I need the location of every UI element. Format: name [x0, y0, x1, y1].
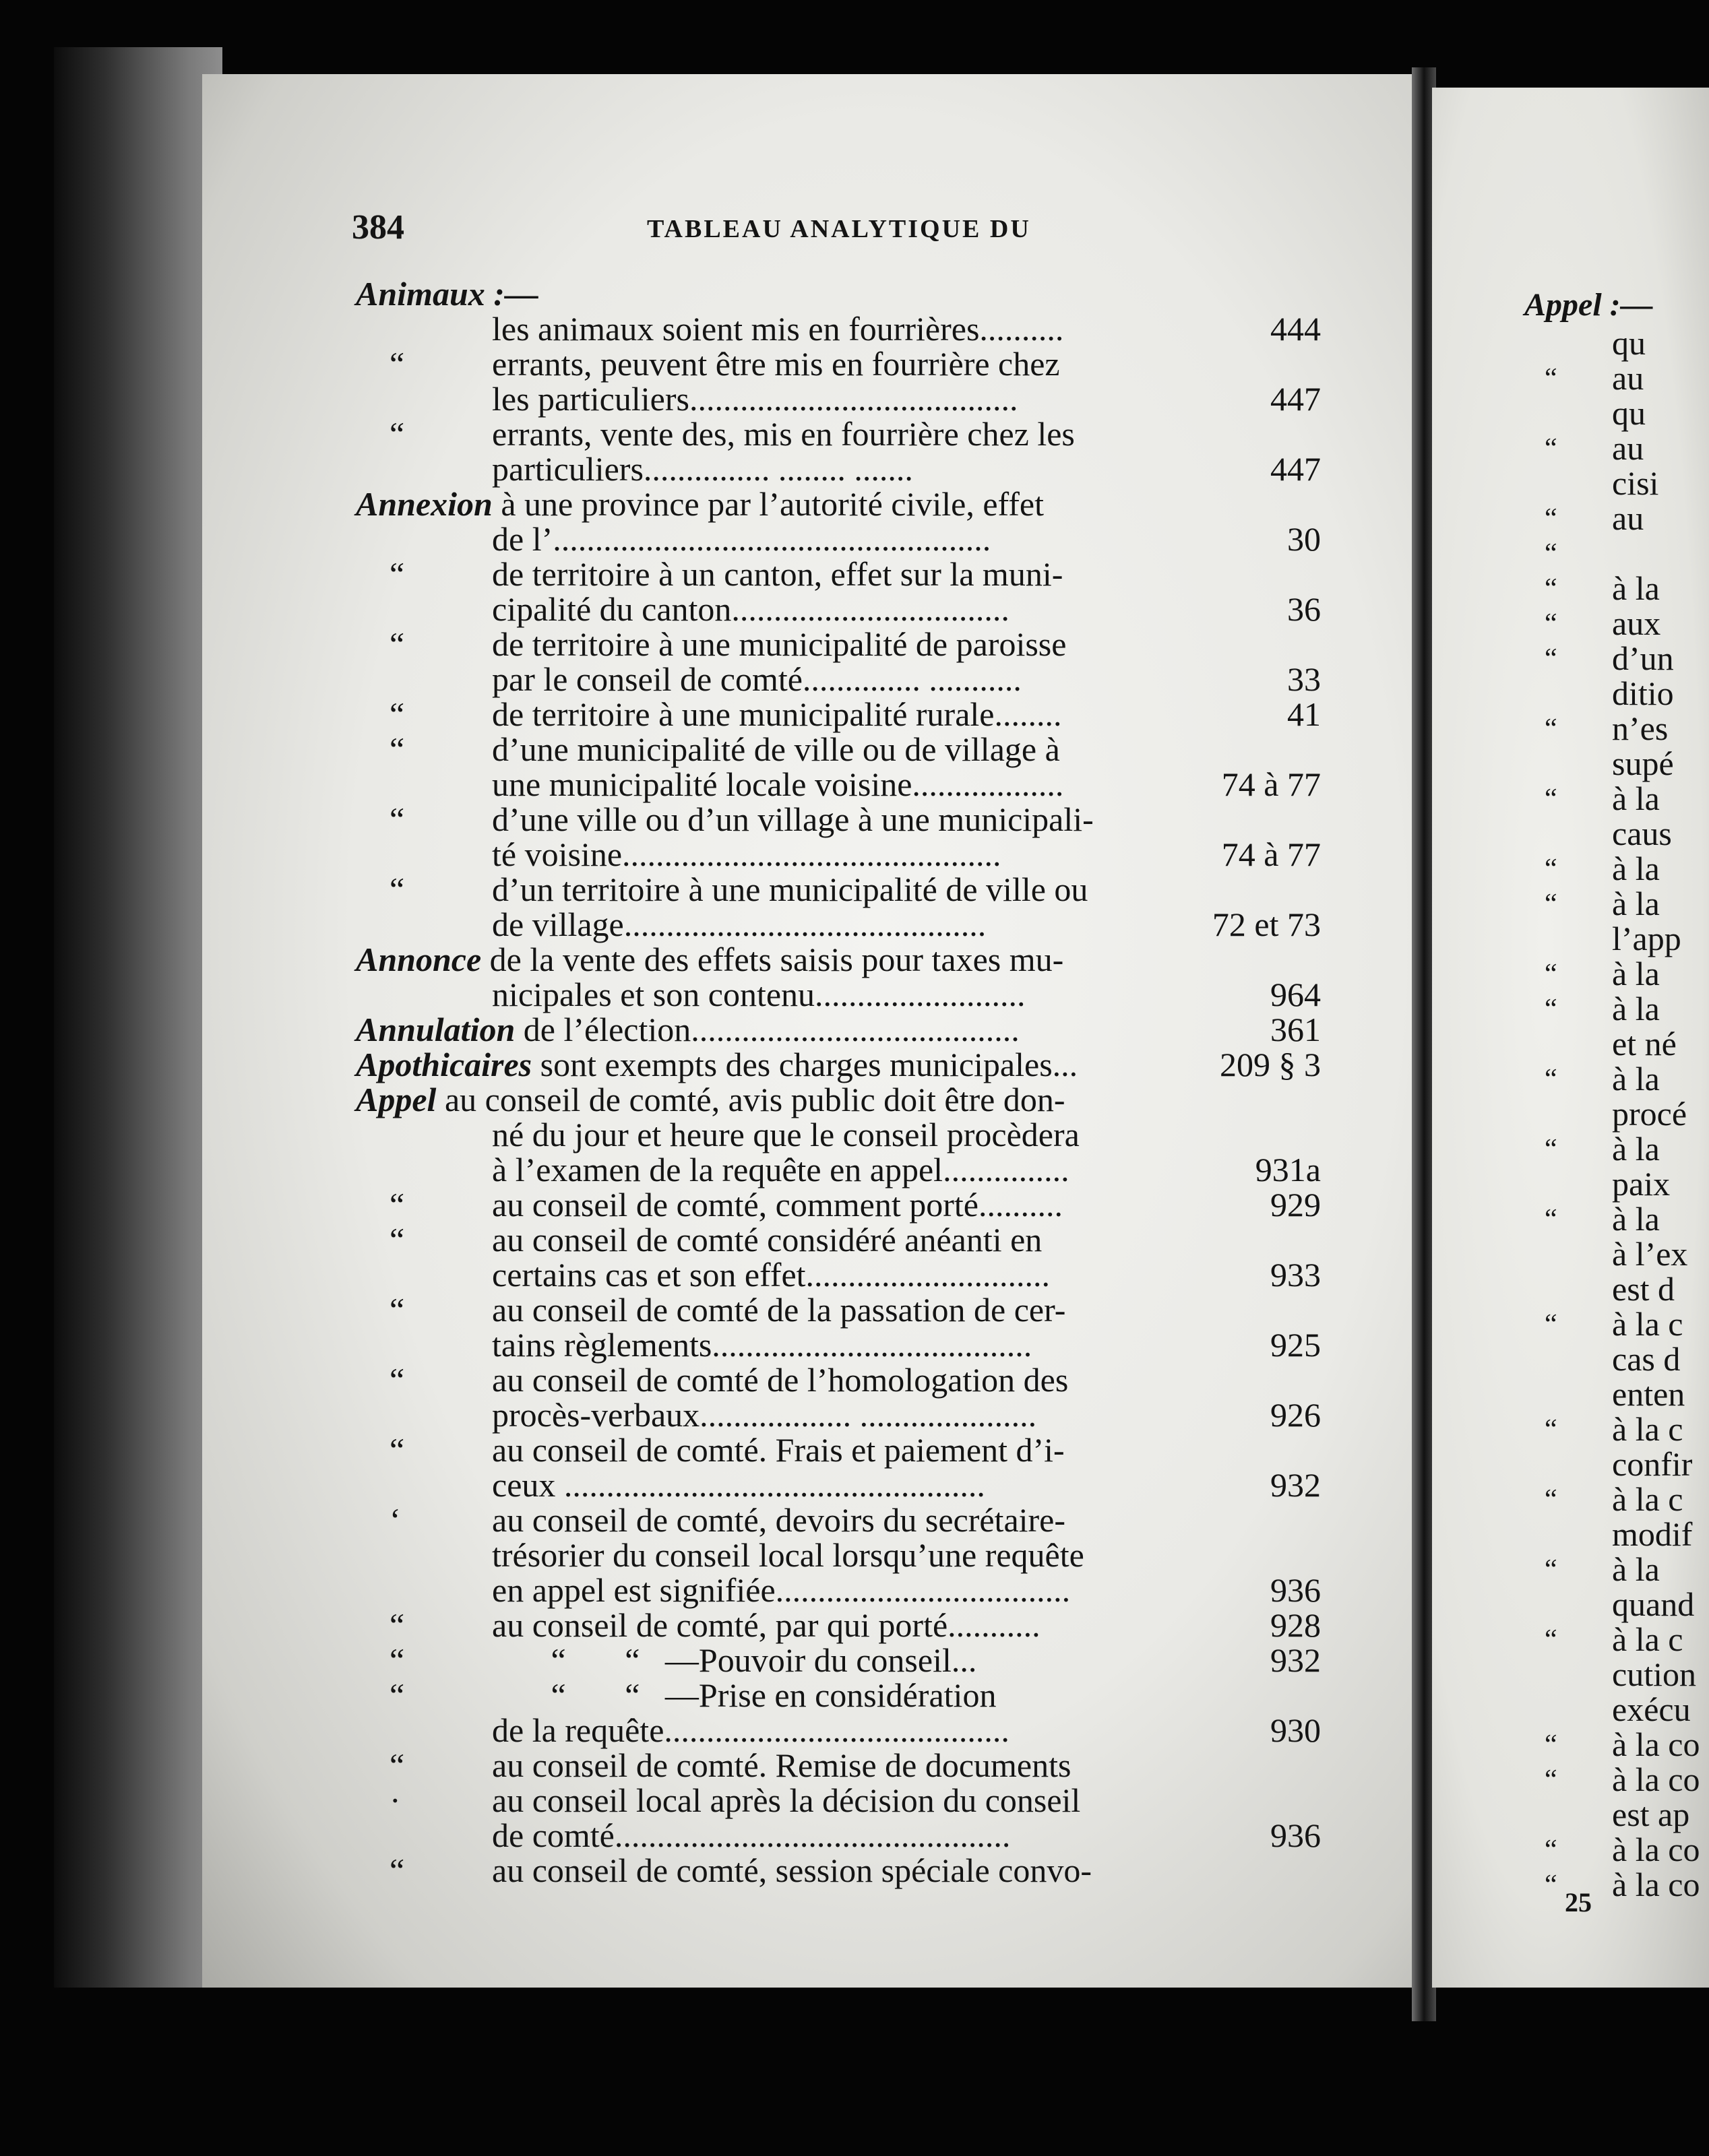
ditto-mark: ‘	[390, 1501, 401, 1539]
ditto-mark: “	[1545, 959, 1557, 990]
article-reference: 36	[1287, 590, 1321, 628]
right-entry-text: est ap	[1612, 1796, 1690, 1833]
entry-text: sont exempts des charges municipales...	[532, 1046, 1078, 1083]
entry-text: de l’élection.......................................	[515, 1011, 1020, 1048]
index-line	[0, 1362, 1483, 1397]
index-line	[0, 767, 1483, 802]
index-line	[0, 346, 1483, 381]
index-line	[0, 1047, 1483, 1082]
right-entry-text: paix	[1612, 1165, 1671, 1203]
index-line	[0, 451, 1483, 486]
right-entry-text: à la c	[1612, 1620, 1683, 1658]
ditto-mark: “	[1545, 608, 1557, 639]
index-line	[0, 1643, 1483, 1678]
index-line	[0, 1573, 1483, 1608]
article-reference: 929	[1270, 1186, 1321, 1224]
right-entry-text: à l’ex	[1612, 1235, 1688, 1273]
ditto-mark: “	[1545, 889, 1557, 920]
index-line	[0, 697, 1483, 732]
right-entry-text: aux	[1612, 604, 1661, 642]
right-entry-text: à la co	[1612, 1866, 1700, 1903]
article-reference: 936	[1270, 1571, 1321, 1609]
index-line	[0, 1117, 1483, 1152]
ditto-mark: “	[1545, 1484, 1557, 1515]
right-entry-text: à la co	[1612, 1831, 1700, 1868]
index-line	[0, 942, 1483, 977]
ditto-mark: “	[1545, 994, 1557, 1025]
running-head: TABLEAU ANALYTIQUE DU	[647, 215, 1031, 243]
entry-text: à l’examen de la requête en appel...............	[492, 1151, 1069, 1188]
right-entry-text: supé	[1612, 744, 1674, 782]
entry-text: au conseil de comté, session spéciale convo-	[492, 1851, 1092, 1889]
ditto-mark: “	[1545, 1414, 1557, 1445]
ditto-mark: “	[1545, 363, 1557, 394]
entry-keyword: Annexion	[356, 485, 493, 523]
index-line	[0, 662, 1483, 697]
entry-keyword: Apothicaires	[356, 1046, 532, 1083]
entry-text: né du jour et heure que le conseil procèdera	[492, 1116, 1080, 1153]
ditto-mark: “	[390, 1431, 405, 1469]
entry-text: de la vente des effets saisis pour taxes mu-	[481, 941, 1064, 978]
index-line	[0, 1152, 1483, 1187]
article-reference: 447	[1270, 450, 1321, 488]
ditto-mark: ·	[390, 1781, 401, 1819]
index-line	[0, 1678, 1483, 1713]
ditto-mark: “	[1545, 538, 1557, 569]
ditto-mark: “	[390, 555, 405, 593]
right-entry-text: qu	[1612, 324, 1646, 362]
entry-keyword: Annulation	[356, 1011, 516, 1048]
entry-text: tains règlements......................................	[492, 1326, 1032, 1364]
ditto-mark: “	[390, 1641, 405, 1679]
index-line	[0, 1537, 1483, 1573]
entry-text: d’un territoire à une municipalité de ville ou	[492, 870, 1088, 908]
entry-text: à une province par l’autorité civile, effet	[492, 485, 1044, 523]
right-entry-text: à la	[1612, 990, 1660, 1027]
right-entry-text: cution	[1612, 1655, 1696, 1693]
ditto-mark: “	[390, 1746, 405, 1784]
ditto-mark: “	[1545, 1064, 1557, 1095]
ditto-mark: “	[1545, 573, 1557, 604]
article-reference: 74 à 77	[1221, 835, 1321, 873]
article-reference: 72 et 73	[1212, 906, 1321, 943]
ditto-mark: “	[390, 415, 405, 453]
index-line	[0, 1012, 1483, 1047]
index-line	[0, 837, 1483, 872]
ditto-mark: “	[1545, 714, 1557, 744]
right-entry-text: à la	[1612, 885, 1660, 922]
index-line	[0, 1713, 1483, 1748]
index-line	[0, 381, 1483, 416]
ditto-mark: “	[390, 1676, 405, 1714]
article-reference: 933	[1270, 1256, 1321, 1294]
article-reference: 932	[1270, 1641, 1321, 1679]
index-line	[0, 1467, 1483, 1502]
entry-text: de territoire à une municipalité rurale........	[492, 695, 1062, 733]
index-line	[0, 732, 1483, 767]
right-entry-text: à la co	[1612, 1725, 1700, 1763]
index-line	[0, 416, 1483, 451]
right-entry-text: cisi	[1612, 464, 1659, 502]
index-line	[0, 627, 1483, 662]
ditto-mark: “	[1545, 1309, 1557, 1340]
right-entry-text: à la c	[1612, 1480, 1683, 1518]
right-entry-text: l’app	[1612, 920, 1681, 957]
right-entry-text: à la	[1612, 1130, 1660, 1168]
ditto-mark: “	[390, 695, 405, 733]
entry-text: de comté...............................................	[492, 1816, 1011, 1854]
right-entry-text: à la	[1612, 1550, 1660, 1588]
index-line	[0, 1502, 1483, 1537]
index-line	[0, 1818, 1483, 1853]
index-line	[0, 1082, 1483, 1117]
right-entry-text: à la c	[1612, 1305, 1683, 1343]
article-reference: 74 à 77	[1221, 765, 1321, 803]
right-entry-text: cas d	[1612, 1340, 1681, 1378]
entry-text: nicipales et son contenu.........................	[492, 976, 1026, 1013]
ditto-mark: “	[390, 1361, 405, 1399]
article-reference: 932	[1270, 1466, 1321, 1504]
ditto-mark: “	[390, 345, 405, 383]
entry-text: trésorier du conseil local lorsqu’une requête	[492, 1536, 1084, 1574]
right-entry-text: procé	[1612, 1095, 1687, 1133]
right-entry-text: enten	[1612, 1375, 1685, 1413]
article-reference: 30	[1287, 520, 1321, 558]
index-line	[0, 802, 1483, 837]
index-line	[0, 1432, 1483, 1467]
index-line	[0, 872, 1483, 907]
index-line	[0, 557, 1483, 592]
index-line	[0, 311, 1483, 346]
entry-text: les particuliers.......................................	[492, 380, 1018, 418]
entry-text: procès-verbaux.................. .....................	[492, 1396, 1037, 1434]
right-entry-text: modif	[1612, 1515, 1693, 1553]
ditto-mark: “	[390, 1186, 405, 1224]
article-reference: 444	[1270, 310, 1321, 348]
right-entry-text: ditio	[1612, 674, 1674, 712]
entry-text: certains cas et son effet.............................	[492, 1256, 1051, 1294]
entry-text: au conseil de comté, avis public doit être don-	[436, 1081, 1065, 1118]
entry-keyword: Animaux :—	[356, 275, 538, 313]
right-entry-text: au	[1612, 499, 1644, 537]
ditto-mark: “	[1545, 1870, 1557, 1901]
right-entry-text: à la co	[1612, 1761, 1700, 1798]
index-line	[0, 486, 1483, 521]
entry-text: “ “ —Prise en considération	[492, 1676, 997, 1714]
right-entry-text: à la	[1612, 955, 1660, 992]
entry-text: de territoire à une municipalité de paroisse	[492, 625, 1067, 663]
right-entry-text: à la	[1612, 1060, 1660, 1098]
right-entry-text: confir	[1612, 1445, 1693, 1483]
entry-text: d’une ville ou d’un village à une municipali-	[492, 800, 1094, 838]
ditto-mark: “	[390, 1221, 405, 1259]
ditto-mark: “	[1545, 1835, 1557, 1866]
entry-text: au conseil de comté, devoirs du secrétaire-	[492, 1501, 1066, 1539]
entry-text: cipalité du canton.................................	[492, 590, 1009, 628]
entry-text: de territoire à un canton, effet sur la muni-	[492, 555, 1063, 593]
right-entry-text: à la c	[1612, 1410, 1683, 1448]
ditto-mark: “	[1545, 854, 1557, 885]
entry-text: au conseil de comté de la passation de cer-	[492, 1291, 1066, 1329]
entry-text: errants, vente des, mis en fourrière chez les	[492, 415, 1075, 453]
right-entry-text: au	[1612, 359, 1644, 397]
ditto-mark: “	[1545, 643, 1557, 674]
article-reference: 930	[1270, 1711, 1321, 1749]
right-entry-text: d’un	[1612, 639, 1674, 677]
right-entry-text: quand	[1612, 1585, 1695, 1623]
article-reference: 964	[1270, 976, 1321, 1013]
entry-keyword: Annonce	[356, 941, 482, 978]
ditto-mark: “	[1545, 433, 1557, 464]
index-line	[0, 276, 1483, 311]
entry-text: ceux ..................................................	[492, 1466, 985, 1504]
article-reference: 931a	[1255, 1151, 1321, 1188]
entry-text: au conseil de comté, par qui porté...........	[492, 1606, 1040, 1644]
ditto-mark: “	[390, 1291, 405, 1329]
right-entry-text: et né	[1612, 1025, 1677, 1063]
index-line	[0, 521, 1483, 557]
right-entry-text: au	[1612, 429, 1644, 467]
index-line	[0, 907, 1483, 942]
entry-text: en appel est signifiée...................................	[492, 1571, 1071, 1609]
index-line	[0, 1748, 1483, 1783]
index-line	[0, 592, 1483, 627]
ditto-mark: “	[1545, 784, 1557, 815]
right-entry-text: à la	[1612, 850, 1660, 887]
entry-text: au conseil de comté de l’homologation des	[492, 1361, 1069, 1399]
index-line	[0, 1327, 1483, 1362]
entry-text: “ “ —Pouvoir du conseil...	[492, 1641, 977, 1679]
ditto-mark: “	[1545, 1765, 1557, 1796]
article-reference: 447	[1270, 380, 1321, 418]
right-entry-text: à la	[1612, 569, 1660, 607]
right-entry-text: exécu	[1612, 1690, 1691, 1728]
ditto-mark: “	[1545, 1204, 1557, 1235]
entry-text: les animaux soient mis en fourrières..........	[492, 310, 1064, 348]
entry-text: au conseil de comté, comment porté..........	[492, 1186, 1063, 1224]
article-reference: 41	[1287, 695, 1321, 733]
entry-text: particuliers............... ........ .......	[492, 450, 913, 488]
entry-text: au conseil de comté. Remise de documents	[492, 1746, 1071, 1784]
article-reference: 361	[1270, 1011, 1321, 1048]
article-reference: 936	[1270, 1816, 1321, 1854]
entry-text: de village...........................................	[492, 906, 987, 943]
entry-keyword: Appel	[356, 1081, 437, 1118]
ditto-mark: “	[390, 1851, 405, 1889]
article-reference: 926	[1270, 1396, 1321, 1434]
index-line	[0, 1853, 1483, 1888]
right-page-footer-number: 25	[1565, 1887, 1592, 1917]
ditto-mark: “	[1545, 503, 1557, 534]
index-line	[0, 1222, 1483, 1257]
entry-text: de l’....................................................	[492, 520, 991, 558]
right-entry-text: à la	[1612, 1200, 1660, 1238]
entry-text: au conseil de comté considéré anéanti en	[492, 1221, 1043, 1259]
ditto-mark: “	[390, 870, 405, 908]
index-line	[0, 1608, 1483, 1643]
index-line	[0, 1292, 1483, 1327]
right-entry-text: qu	[1612, 394, 1646, 432]
entry-text: d’une municipalité de ville ou de village à	[492, 730, 1060, 768]
article-reference: 925	[1270, 1326, 1321, 1364]
ditto-mark: “	[1545, 1134, 1557, 1165]
ditto-mark: “	[1545, 1624, 1557, 1655]
ditto-mark: “	[390, 730, 405, 768]
right-entry-text: est d	[1612, 1270, 1675, 1308]
ditto-mark: “	[1545, 1554, 1557, 1585]
index-line	[0, 1257, 1483, 1292]
entry-text: au conseil de comté. Frais et paiement d’i-	[492, 1431, 1065, 1469]
index-line	[0, 1397, 1483, 1432]
index-line	[0, 977, 1483, 1012]
index-line	[0, 1783, 1483, 1818]
right-entry-text: à la	[1612, 780, 1660, 817]
index-line	[0, 1187, 1483, 1222]
right-entry-text: n’es	[1612, 709, 1669, 747]
ditto-mark: “	[1545, 1730, 1557, 1761]
entry-text: de la requête.........................................	[492, 1711, 1009, 1749]
entry-text: par le conseil de comté.............. ...........	[492, 660, 1022, 698]
entry-text: au conseil local après la décision du conseil	[492, 1781, 1081, 1819]
ditto-mark: “	[390, 625, 405, 663]
ditto-mark: “	[390, 1606, 405, 1644]
article-reference: 33	[1287, 660, 1321, 698]
right-entry-text: caus	[1612, 815, 1672, 852]
page-number: 384	[352, 208, 404, 247]
entry-text: une municipalité locale voisine..................	[492, 765, 1064, 803]
entry-text: errants, peuvent être mis en fourrière chez	[492, 345, 1060, 383]
right-page-keyword: Appel :—	[1524, 287, 1653, 323]
article-reference: 209 § 3	[1220, 1046, 1321, 1083]
article-reference: 928	[1270, 1606, 1321, 1644]
entry-text: té voisine.............................................	[492, 835, 1001, 873]
ditto-mark: “	[390, 800, 405, 838]
